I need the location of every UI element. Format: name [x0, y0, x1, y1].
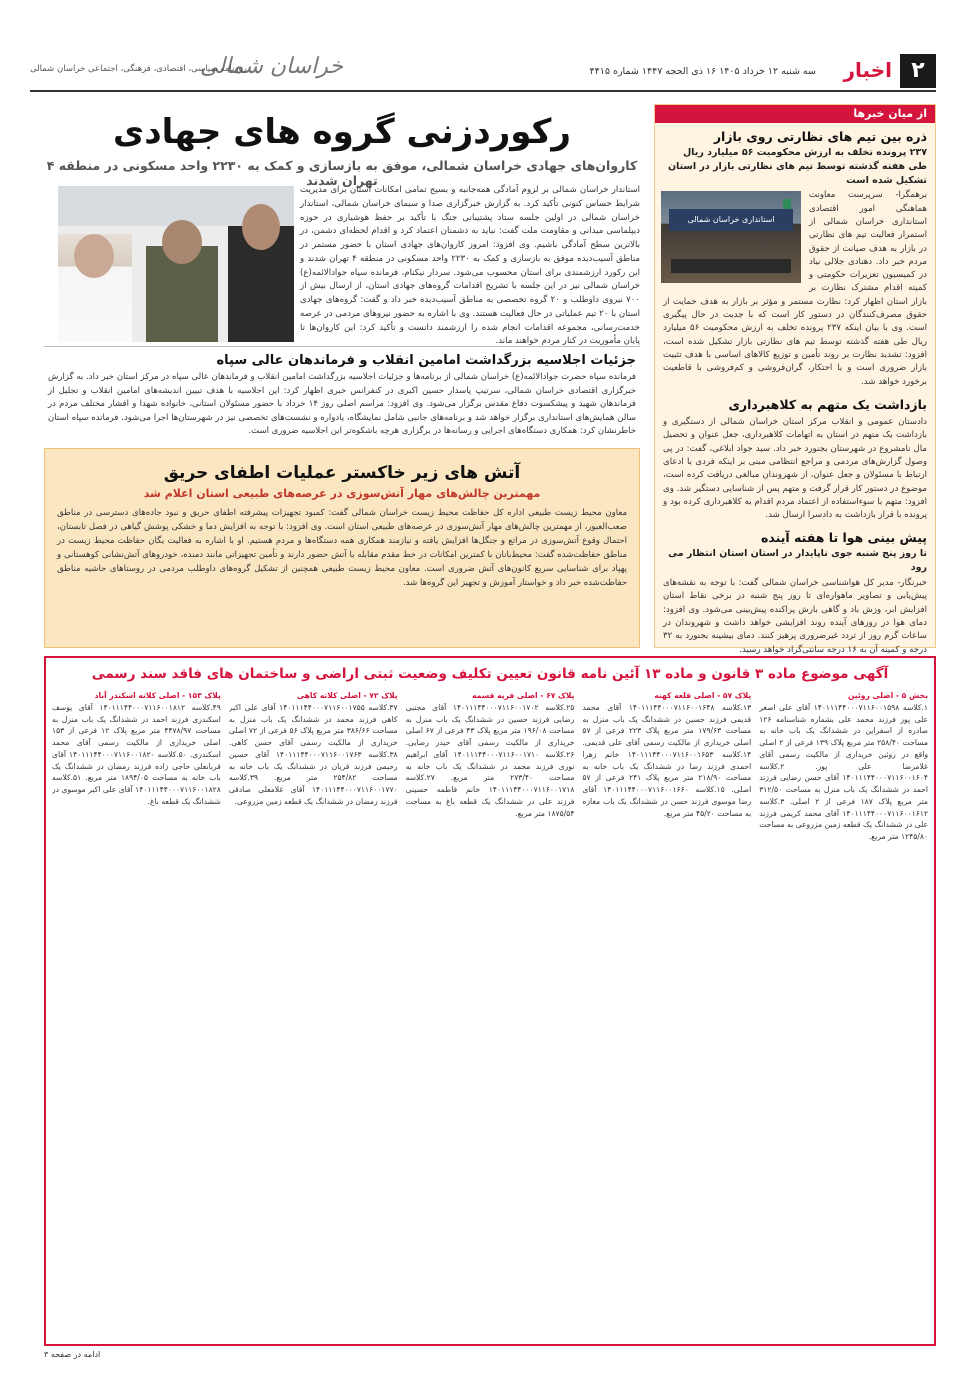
photo-table: [671, 259, 791, 273]
news-story-title: پیش بینی هوا تا هفته آینده: [761, 530, 927, 546]
news-photo: [661, 191, 801, 283]
notice-column-text: ۱۳.کلاسه ۱۴۰۱۱۱۴۴۰۰۰۷۱۱۶۰۰۱۶۴۸ آقای محمد قدیمی فرزند حسین در ششدانگ یک باب منزل به مساحت ۱۷۹/۶۳ متر مربع پلاک ۲۲۳ فرعی از ۵۷ اصلی خریداری از مالکیت رسمی آقای علی قدیمی. ۱۴.کلاسه ۱۴۰۱۱۱۴۴۰۰۰۷۱۱۶۰۰۱۶۵۳ خانم زهرا احمدی فرزند رضا در ششدانگ یک باب خانه به مساحت ۲۱۸/۹۰ متر مربع پلاک ۲۴۱ فرعی از ۵۷ اصلی. ۱۵.کلاسه ۱۴۰۱۱۱۴۴۰۰۰۷۱۱۶۰۰۱۶۶۰ آقای رضا موسوی فرزند حسن در ششدانگ یک باب مغازه به مساحت ۴۵/۲۰ متر مربع.: [582, 702, 752, 818]
notice-column: [582, 690, 751, 1338]
notice-plot-tag: پلاک ۵۷ - اصلی قلعه کهنه: [654, 691, 752, 700]
main-headline: رکوردزنی گروه های جهادی: [113, 112, 571, 152]
notice-plot-tag: بخش ۵ - اصلی روئین: [847, 691, 928, 700]
notice-column-text: ۴۹.کلاسه ۱۴۰۱۱۱۴۴۰۰۰۷۱۱۶۰۰۱۸۱۲ آقای یوسف اسکندری فرزند احمد در ششدانگ یک باب منزل به مساحت ۴۴۷۸/۹۷ متر مربع پلاک ۱۲ فرعی از ۱۵۳ اصلی خریداری از مالکیت رسمی آقای محمد اسکندری. ۵۰.کلاسه ۱۴۰۱۱۱۴۴۰۰۰۷۱۱۶۰۰۱۸۲۰ آقای قربانعلی حاجی زاده فرزند رمضان در ششدانگ یک باب خانه به مساحت ۱۸۹۴/۰۵ متر مربع. ۵۱.کلاسه ۱۴۰۱۱۱۴۴۰۰۰۷۱۱۶۰۰۱۸۲۸ آقای علی اکبر موسوی در ششدانگ یک قطعه باغ.: [52, 702, 221, 806]
photo-person-head: [74, 234, 114, 278]
masthead: [30, 50, 936, 92]
news-column: [654, 104, 936, 655]
notice-plot-tag: پلاک ۱۵۳ - اصلی کلاته اسکندر آباد: [94, 691, 221, 700]
notice-column-text: ۳۷.کلاسه ۱۴۰۱۱۱۴۴۰۰۰۷۱۱۶۰۰۱۷۵۵ آقای علی اکبر کاهی فرزند محمد در ششدانگ یک باب منزل به مساحت ۳۸۶/۶۶ متر مربع پلاک ۵۶ فرعی از ۷۲ اصلی خریداری از مالکیت رسمی آقای حسن کاهی. ۳۸.کلاسه ۱۴۰۱۱۱۴۴۰۰۰۷۱۱۶۰۰۱۷۶۳ آقای حسین رحیمی فرزند قربان در ششدانگ یک باب خانه به مساحت ۲۵۴/۸۲ متر مربع. ۳۹.کلاسه ۱۴۰۱۱۱۴۴۰۰۰۷۱۱۶۰۰۱۷۷۰ آقای غلامعلی صادقی فرزند رمضان در ششدانگ یک قطعه زمین مزروعی.: [228, 702, 398, 806]
fire-story-title: آتش های زیر خاکستر عملیات اطفای حریق: [163, 463, 521, 483]
lead-article-text: استاندار خراسان شمالی بر لزوم آمادگی همه‌جانبه و بسیج تمامی امکانات استان برای مدیریت شرایط حساس کنونی تأکید کرد. به گزارش خبرگزاری صدا و سیمای خراسان شمالی، استاندار خراسان شمالی در اولین جلسه ستاد پشتیبانی جنگ با تأکید بر حفظ هوشیاری در حوزه دیپلماسی میدانی و مقاومت ملت گفت: نباید به دشمنان اعتماد کرد و اقدام لحظه‌ای دشمن، در بالاترین سطح آمادگی باشیم. وی افزود: امروز کاروان‌های جهادی استان با حضور مستمر در مناطق آسیب‌دیده موفق به بازسازی و کمک به ۲۲۳۰ واحد مسکونی در منطقه ۴ تهران شدند و این رکورد ارزشمندی برای استان محسوب می‌شود. سردار نیکنام، فرمانده سپاه جواد‌الائمه(ع) خراسان شمالی نیز در این جلسه با تشریح اقدامات گروه‌های جهادی استان، از ارسال بیش از ۷۰۰ نیروی داوطلب و ۲۰ گروه تخصصی به مناطق آسیب‌دیده خبر داد و گفت: گروه‌های جهادی استان با ۲۰ تیم عملیاتی در حال فعالیت هستند. وی با اشاره به حضور نیروهای مردمی در عرصه خدمت‌رسانی، مجموعه اقدامات انجام شده را ارزشمند دانست و تأکید کرد: این کاروان‌ها تا پایان مأموریت در کنار مردم خواهند ماند.: [300, 185, 640, 347]
news-story-title: ذره بین تیم های نظارتی روی بازار: [713, 129, 927, 144]
photo-person-head: [162, 220, 202, 264]
news-story-title: بازداشت یک متهم به کلاهبرداری: [728, 396, 927, 412]
paper-description: روزنامه سیاسی، اقتصادی، فرهنگی، اجتماعی خراسان شمالی: [30, 64, 247, 74]
photo-person-head: [242, 204, 280, 250]
issue-info: سه شنبه ۱۲ خرداد ۱۴۰۵ ۱۶ ذی الحجه ۱۴۴۷ شماره ۴۴۱۵: [589, 66, 816, 77]
photo-banner: استانداری خراسان شمالی: [669, 209, 793, 231]
notice-column-text: ۱.کلاسه ۱۴۰۱۱۱۴۴۰۰۰۷۱۱۶۰۰۱۵۹۸ آقای علی اصغر علی پور فرزند محمد علی بشماره شناسنامه ۱۲۶ صادره از اسفراین در ششدانگ یک باب خانه به مساحت ۲۵۸/۴۰ متر مربع پلاک ۱۳۹ فرعی از ۲ اصلی واقع در روئین خریداری از مالکیت رسمی آقای غلامرضا علی پور. ۲.کلاسه ۱۴۰۱۱۱۴۴۰۰۰۷۱۱۶۰۰۱۶۰۴ آقای حسن رضایی فرزند احمد در ششدانگ یک باب منزل به مساحت ۳۱۲/۵۰ متر مربع پلاک ۱۸۷ فرعی از ۲ اصلی. ۳.کلاسه ۱۴۰۱۱۱۴۴۰۰۰۷۱۱۶۰۰۱۶۱۲ آقای محمد کریمی فرزند علی در ششدانگ یک قطعه زمین مزروعی به مساحت ۱۲۴۵/۸۰ متر مربع.: [759, 702, 928, 842]
fire-story-body: معاون محیط زیست طبیعی اداره کل حفاظت محیط زیست خراسان شمالی گفت: کمبود تجهیزات پیشرفته اطفای حریق و نبود جاده‌های دسترسی در مناطق صعب‌العبور، از مهمترین چالش‌های مهار آتش‌سوزی در عرصه‌های طبیعی استان است. وی افزود: با توجه به افزایش دما و خشکی پوشش گیاهی در فصل تابستان، احتمال وقوع آتش‌سوزی در مراتع و جنگل‌ها افزایش یافته و نیازمند همکاری همه دستگاه‌ها و مردم هستیم. او با اشاره به فعالیت یگان حفاظت محیط زیست در مناطق حفاظت‌شده گفت: محیط‌بانان با کمترین امکانات در خط مقدم مقابله با آتش حضور دارند و تأمین تجهیزاتی مانند دمنده، خودروهای آتش‌نشانی کوهستانی و پهپاد برای شناسایی سریع کانون‌های آتش ضروری است. معاون محیط زیست طبیعی همچنین از تشکیل گروه‌های داوطلب مردمی در روستاهای حاشیه مناطق حفاظت‌شده خبر داد و خواستار آموزش و تجهیز این گروه‌ها شد.: [57, 508, 627, 589]
continued-note: ادامه در صفحه ۳: [44, 1350, 101, 1359]
news-story-lead: تا روز پنج شنبه جوی ناپایدار در استان استان انتظار می رود: [668, 548, 927, 574]
sub-story-body: فرمانده سپاه حضرت جوادالائمه(ع) خراسان شمالی از برنامه‌ها و جزئیات اجلاسیه بزرگداشت امامین انقلاب و فرماندهان عالی سپاه در مرکز استان خبر داد. به گزارش خبرگزاری اقتصادی خراسان شمالی، سرتیپ پاسدار حسین اکبری در کنفرانس خبری اظهار کرد: این اجلاسیه با هدف تبیین اندیشه‌های امامین انقلاب و تجلیل از فرماندهان شهید و پیشکسوت دفاع مقدس برگزار می‌شود. وی افزود: مراسم اصلی روز ۱۴ خرداد با حضور مسئولان استانی، خانواده شهدا و اقشار مختلف مردم در سالن همایش‌های استانداری برگزار خواهد شد و برنامه‌های جانبی شامل نمایشگاه، یادواره و نشست‌های تخصصی نیز در شهرستان‌ها اجرا می‌شود. فرمانده سپاه استان خاطرنشان کرد: همکاری دستگاه‌های اجرایی و رسانه‌ها در برگزاری هرچه باشکوه‌تر این اجلاسیه ضروری است.: [48, 372, 636, 437]
lead-photo: [58, 186, 294, 342]
notice-column: [406, 690, 575, 1338]
notice-column: [52, 690, 221, 1338]
notice-plot-tag: پلاک ۶۷ - اصلی قریه قسمه: [472, 691, 575, 700]
legal-notice: [44, 656, 936, 1346]
main-subhead: کاروان‌های جهادی خراسان شمالی، موفق به بازسازی و کمک به ۲۲۳۰ واحد مسکونی در منطقه ۴ تهران شدند: [46, 158, 638, 188]
paper-logo: خراسان شمالی: [200, 54, 344, 79]
news-story-lead: ۲۳۷ پرونده تخلف به ارزش محکومیت ۵۶ میلیارد ریال طی هفته گذشته توسط تیم های نظارتی بازار در استان تشکیل شده است: [667, 147, 927, 186]
fire-story-subtitle: مهمترین چالش‌های مهار آتش‌سوزی در عرصه‌های طبیعی استان اعلام شد: [143, 487, 541, 500]
fire-story: [44, 448, 640, 648]
news-story-body: خبرنگار- مدیر کل هواشناسی خراسان شمالی گفت: با توجه به نقشه‌های پیش‌یابی و تصاویر ماهواره‌ای تا روز پنج شنبه در برخی نقاط استان افزایش ابر، وزش باد و گاهی بارش پراکنده پیش‌بینی می‌شود. وی افزود: دمای هوا در روزهای آینده روند افزایشی خواهد داشت و شهروندان در ساعات گرم روز از تردد غیرضروری پرهیز کنند. دمای بیشینه بجنورد به ۳۲ درجه و کمینه آن به ۱۶ درجه سانتی‌گراد خواهد رسید.: [663, 578, 927, 655]
notice-title: آگهی موضوع ماده ۳ قانون و ماده ۱۳ آئین نامه قانون تعیین تکلیف وضعیت ثبتی اراضی و ساختمان های فاقد سند رسمی: [91, 666, 889, 682]
sub-story: [44, 346, 640, 436]
notice-columns: [52, 690, 928, 1338]
section-name: اخبار: [843, 58, 892, 82]
notice-column: [229, 690, 398, 1338]
page-number: ۲: [900, 54, 936, 88]
notice-plot-tag: پلاک ۷۲ - اصلی کلاته کاهی: [296, 691, 398, 700]
sub-story-title: جزئیات اجلاسیه بزرگداشت امامین انقلاب و فرماندهان عالی سپاه: [216, 353, 636, 368]
notice-column-text: ۲۵.کلاسه ۱۴۰۱۱۱۴۴۰۰۰۷۱۱۶۰۰۱۷۰۲ آقای مجتبی رضایی فرزند حسین در ششدانگ یک باب منزل به مساحت ۱۹۶/۰۸ متر مربع پلاک ۴۳ فرعی از ۶۷ اصلی خریداری از مالکیت رسمی آقای حیدر رضایی. ۲۶.کلاسه ۱۴۰۱۱۱۴۴۰۰۰۷۱۱۶۰۰۱۷۱۰ آقای ابراهیم نوری فرزند محمد در ششدانگ یک باب خانه به مساحت ۲۷۳/۴۰ متر مربع. ۲۷.کلاسه ۱۴۰۱۱۱۴۴۰۰۰۷۱۱۶۰۰۱۷۱۸ خانم فاطمه حسینی فرزند علی در ششدانگ یک قطعه باغ به مساحت ۱۸۷۵/۵۴ متر مربع.: [405, 702, 575, 818]
news-story-body: برهمگرا- سرپرست معاونت هماهنگی امور اقتصادی استانداری خراسان شمالی از استمرار فعالیت تیم های نظارتی در بازار به هدف صیانت از حقوق مردم خبر داد. دهنادی جلالی نیاد در کمیسیون تعزیرات حکومتی و کمیته اقدام مشترک نظارت بر بازار استان اظهار کرد: نظارت مستمر و مؤثر بر بازار به هدف حمایت از حقوق مصرف‌کنندگان در دستور کار است که با جدیت در حال پیگیری است. وی با بیان اینکه ۲۳۷ پرونده تخلف به ارزش محکومیت ۵۶ میلیارد ریال طی هفته گذشته توسط تیم های نظارتی بازار تشکیل شده است، افزود: تشدید نظارت بر روند تأمین و توزیع کالاهای اساسی با هدف تثبیت بازار ضروری است و با احتکار، گران‌فروشی و کم‌فروشی با قاطعیت برخورد خواهد شد.: [663, 190, 927, 387]
news-story-body: دادستان عمومی و انقلاب مرکز استان خراسان شمالی از دستگیری و بازداشت یک متهم در استان به اتهامات کلاهبرداری، جعل عنوان و تحصیل مال نامشروع در شهرستان بجنورد خبر داد. سید جواد ابلاغی، گفت: در پی وصول گزارش‌های مردمی و مراجع انتظامی مبنی بر اینکه فردی با ادعای ارتباط با مسئولان و جعل عنوان، از شهروندان مبالغی دریافت کرده است، موضوع در دستور کار قرار گرفت و متهم پس از شناسایی دستگیر شد. وی افزود: متهم با سوءاستفاده از اعتماد مردم اقدام به کلاهبرداری کرده بود و پرونده با قرار بازداشت به دادسرا ارسال شد.: [663, 416, 927, 521]
news-column-label: از میان خبرها: [655, 105, 935, 123]
notice-column: [759, 690, 928, 1338]
